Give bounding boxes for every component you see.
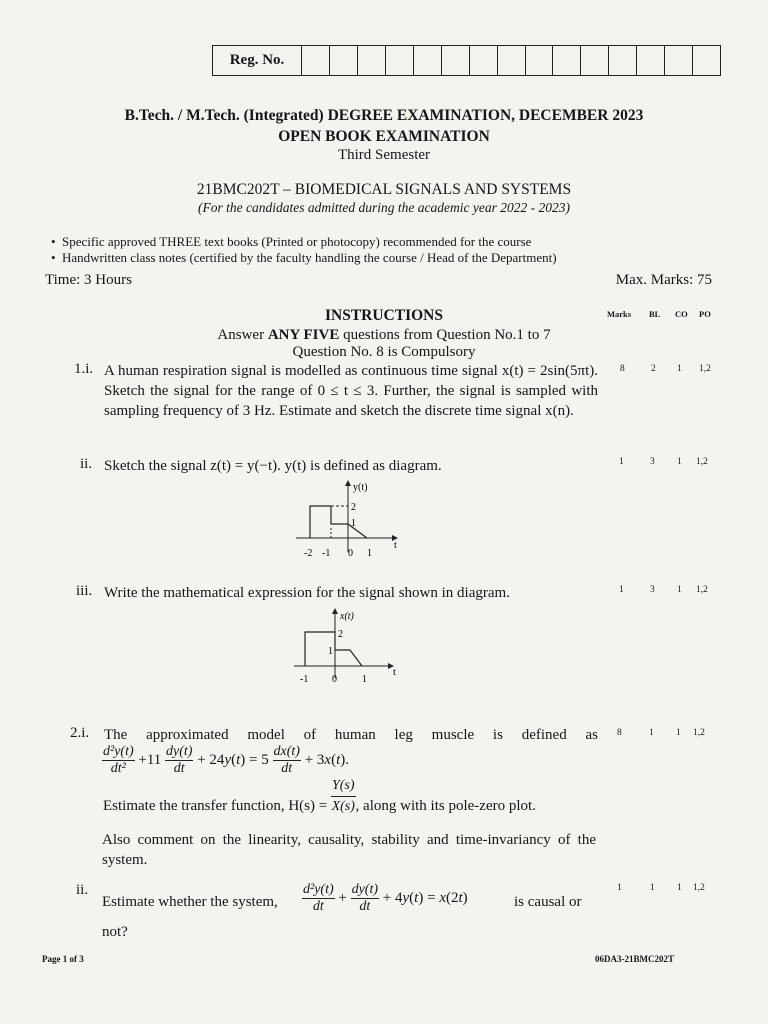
diagram1-xlabel: t [394,540,397,551]
comment-text: Also comment on the linearity, causality, stability and time-invariancy of the system. [102,832,596,868]
diagram2-tick: 1 [362,674,367,685]
course-title: 21BMC202T – BIOMEDICAL SIGNALS AND SYSTEMS [196,181,572,198]
diagram-yt [290,478,410,560]
reg-cell[interactable] [358,46,386,75]
diagram1-ylabel: y(t) [353,482,368,493]
reg-cell[interactable] [414,46,442,75]
diagram-xt [290,604,405,686]
instructions-title: INSTRUCTIONS [324,307,443,324]
reg-cell[interactable] [386,46,414,75]
reg-cell[interactable] [637,46,665,75]
question-text: The approximated model of human leg muscle is defined as [104,727,598,743]
po-value: 1,2 [696,457,708,467]
exam-type: OPEN BOOK EXAMINATION [278,128,490,145]
instructions-line1: Answer ANY FIVE questions from Question No.1 to 7 [217,327,551,343]
reg-no-label: Reg. No. [213,46,302,75]
question-text: A human respiration signal is modelled as continuous time signal x(t) = 2sin(5πt). Sketch the signal for the range of 0 ≤ t ≤ 3. Further, the signal is sampled with sampling frequency of 3 Hz. Estimate and sketch the discrete time signal x(n). [104,363,598,419]
po-value: 1,2 [699,364,711,374]
po-value: 1,2 [696,585,708,595]
marks-value: 8 [617,728,622,738]
reg-cell[interactable] [581,46,609,75]
reg-cell[interactable] [693,46,720,75]
candidate-note: (For the candidates admitted during the academic year 2022 - 2023) [198,200,570,215]
diagram2-level: 2 [338,629,343,640]
question-text: Sketch the signal z(t) = y(−t). y(t) is defined as diagram. [104,458,442,474]
instructions-line2: Question No. 8 is Compulsory [292,344,476,360]
semester: Third Semester [337,147,431,163]
reg-cell[interactable] [442,46,470,75]
col-co: CO [675,309,688,319]
co-value: 1 [677,457,682,467]
reg-cell[interactable] [498,46,526,75]
reg-cell[interactable] [553,46,581,75]
question-text: Write the mathematical expression for the signal shown in diagram. [104,585,510,601]
diagram2-level: 1 [328,646,333,657]
bullet-textbooks: • Specific approved THREE text books (Printed or photocopy) recommended for the course [62,234,531,250]
marks-value: 1 [617,883,622,893]
reg-cell[interactable] [330,46,358,75]
transfer-function-text: Estimate the transfer function, H(s) = $\frac{Y(s)}{X(s)}$ , along with its pole-zero plot. [103,778,536,815]
paper-code: 06DA3-21BMC202T [595,954,674,964]
diagram1-level: 2 [351,502,356,513]
bl-value: 3 [650,585,655,595]
bullet-notes: • Handwritten class notes (certified by the faculty handling the course / Head of the Department) [62,250,557,266]
diagram1-tick: -1 [322,548,331,559]
co-value: 1 [677,585,682,595]
marks-value: 1 [619,585,624,595]
question-text-end: not? [102,924,128,940]
bl-value: 2 [651,364,656,374]
bl-value: 1 [649,728,654,738]
co-value: 1 [676,728,681,738]
reg-cell[interactable] [526,46,554,75]
reg-cell[interactable] [302,46,330,75]
col-bl: BL [649,309,661,319]
question-number: 2.i. [70,725,90,741]
marks-value: 8 [620,364,625,374]
bl-value: 3 [650,457,655,467]
exam-title: B.Tech. / M.Tech. (Integrated) DEGREE EXAMINATION, DECEMBER 2023 [124,107,644,124]
reg-cell[interactable] [609,46,637,75]
page-number: Page 1 of 3 [42,954,84,964]
reg-cell[interactable] [665,46,693,75]
col-marks: Marks [607,309,632,319]
reg-no-box [212,45,721,76]
diagram2-ylabel: x(t) [340,611,354,622]
diagram1-tick: 0 [348,548,353,559]
co-value: 1 [677,883,682,893]
question-number: 1.i. [74,361,94,377]
time-label: Time: 3 Hours [45,272,132,288]
co-value: 1 [677,364,682,374]
reg-cell[interactable] [470,46,498,75]
bl-value: 1 [650,883,655,893]
question-number: ii. [76,882,89,898]
po-value: 1,2 [693,883,705,893]
diagram1-level: 1 [351,518,356,529]
diagram2-xlabel: t [393,667,396,678]
muscle-equation: $\frac{\text{d²y(t)}}{\text{dt²}}$ +11 $\frac{dy(t)}{dt}$ + 24y(t) = 5 $\frac{dx(t)}{dt}$ + 3x(t). [103,744,349,776]
col-po: PO [699,309,711,319]
question-number: ii. [80,456,93,472]
marks-value: 1 [619,457,624,467]
diagram1-tick: 1 [367,548,372,559]
diagram2-tick: 0 [332,674,337,685]
max-marks-label: Max. Marks: 75 [615,272,712,288]
diagram1-tick: -2 [304,548,313,559]
question-number: iii. [76,583,93,599]
diagram2-tick: -1 [300,674,309,685]
po-value: 1,2 [693,728,705,738]
